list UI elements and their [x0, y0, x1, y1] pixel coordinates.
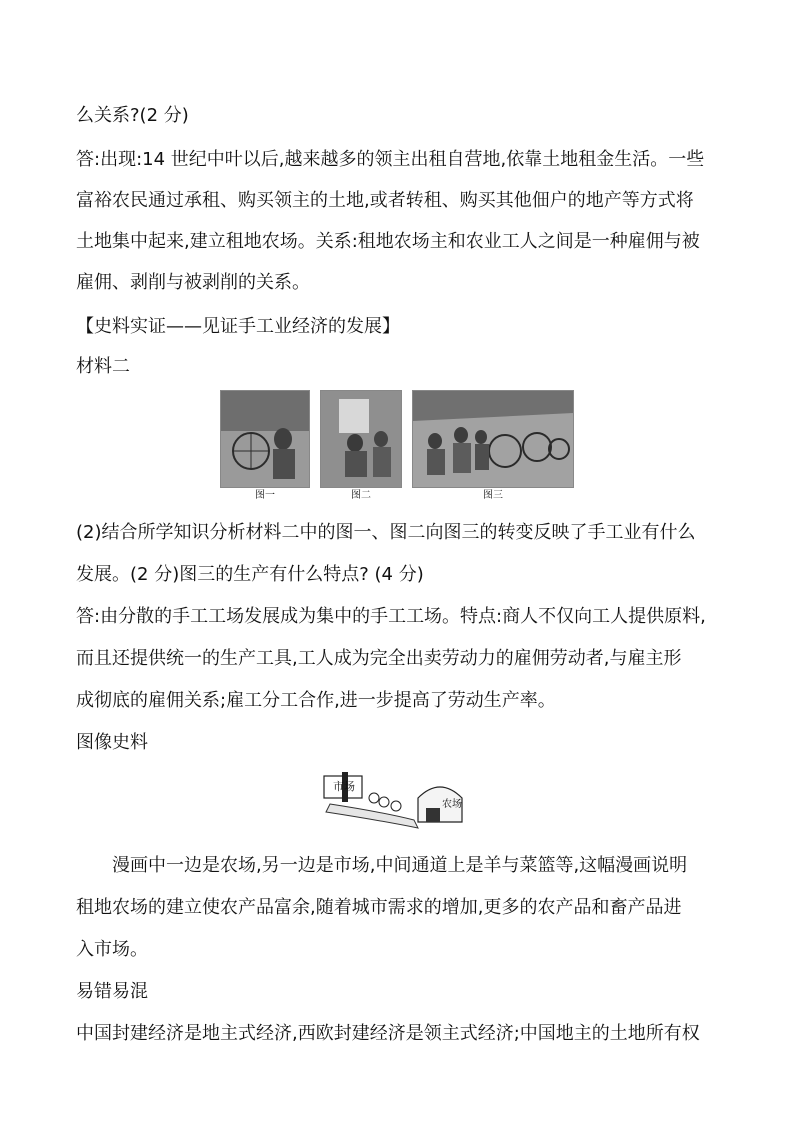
cartoon-explanation-line-2: 租地农场的建立使农产品富余,随着城市需求的增加,更多的农产品和畜产品进: [76, 897, 682, 918]
cartoon-explanation-line-3: 入市场。: [76, 939, 148, 960]
answer-1-line-4: 雇佣、剥削与被剥削的关系。: [76, 272, 310, 293]
figure-1-caption: 图一: [255, 490, 275, 501]
section-heading: 【史料实证——见证手工业经济的发展】: [76, 316, 400, 337]
answer-2-line-1: 答:由分散的手工工场发展成为集中的手工工场。特点:商人不仅向工人提供原料,: [76, 606, 706, 627]
question-2-line-1: (2)结合所学知识分析材料二中的图一、图二向图三的转变反映了手工业有什么: [76, 522, 696, 543]
figure-2-image: [320, 390, 402, 488]
answer-1-line-1: 答:出现:14 世纪中叶以后,越来越多的领主出租自营地,依靠土地租金生活。一些: [76, 149, 705, 170]
question-2-line-2: 发展。(2 分)图三的生产有什么特点? (4 分): [76, 564, 424, 585]
answer-1-line-2: 富裕农民通过承租、购买领主的土地,或者转租、购买其他佃户的地产等方式将: [76, 190, 694, 211]
answer-1-line-3: 土地集中起来,建立租地农场。关系:租地农场主和农业工人之间是一种雇佣与被: [76, 231, 700, 252]
figure-1: [220, 390, 310, 502]
figure-3: [412, 390, 574, 502]
workshop-scene-icon: [321, 391, 401, 487]
figure-2-caption: 图二: [351, 490, 371, 501]
pitfall-label: 易错易混: [76, 981, 148, 1002]
market-sign: 市场: [333, 780, 355, 793]
material-label: 材料二: [76, 356, 130, 377]
figure-3-caption: 图三: [483, 490, 503, 501]
answer-2-line-3: 成彻底的雇佣关系;雇工分工合作,进一步提高了劳动生产率。: [76, 690, 556, 711]
question-tail: 么关系?(2 分): [76, 105, 189, 126]
cartoon-explanation-line-1: 漫画中一边是农场,另一边是市场,中间通道上是羊与菜篮等,这幅漫画说明: [112, 855, 688, 876]
market-farm-cartoon: [322, 768, 480, 832]
farm-sign: 农场: [442, 799, 462, 810]
figure-1-image: [220, 390, 310, 488]
answer-2-line-2: 而且还提供统一的生产工具,工人成为完全出卖劳动力的雇佣劳动者,与雇主形: [76, 648, 682, 669]
factory-workshop-icon: [413, 391, 573, 487]
spinning-wheel-icon: [221, 391, 309, 487]
material-2-figures: [220, 390, 574, 504]
figure-3-image: [412, 390, 574, 488]
pitfall-line-1: 中国封建经济是地主式经济,西欧封建经济是领主式经济;中国地主的土地所有权: [76, 1023, 700, 1044]
figure-2: [320, 390, 402, 502]
image-source-label: 图像史料: [76, 732, 148, 753]
